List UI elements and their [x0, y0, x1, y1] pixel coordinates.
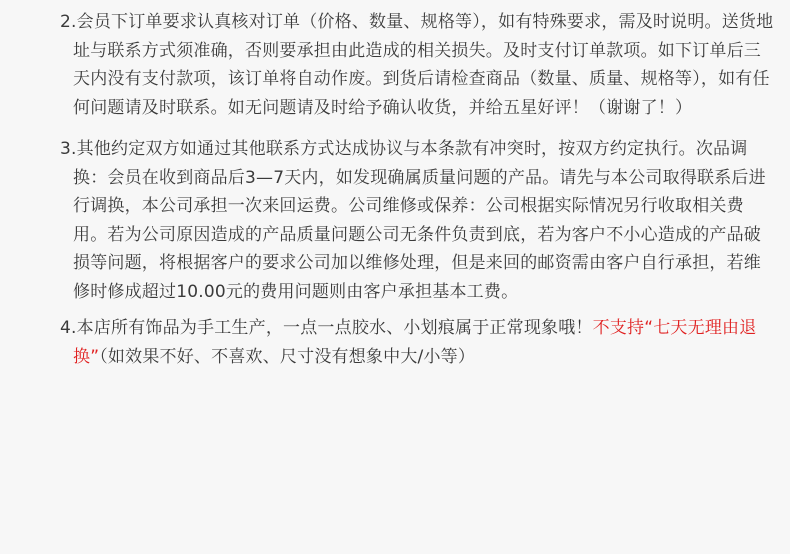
policy-item-4-examples: （如效果不好、不喜欢、尺寸没有想象中大/小等）	[99, 346, 476, 367]
policy-item-2: 2.会员下订单要求认真核对订单（价格、数量、规格等），如有特殊要求，需及时说明。送货地址与联系方式须准确，否则要承担由此造成的相关损失。及时支付订单款项。如下订单后三天内没有支付款项，该订单将自动作废。到货后请检查商品（数量、质量、规格等），如有任何问题请及时联系。如无问题请及时给予确认收货，并给五星好评！（谢谢了！）	[60, 12, 774, 118]
policy-item-4	[60, 314, 776, 371]
no-return-notice: 不支持“七天无理由退换”	[73, 318, 757, 367]
policy-item-4-text: 4.本店所有饰品为手工生产，一点一点胶水、小划痕属于正常现象哦！	[60, 318, 593, 338]
policy-item-3: 3.其他约定双方如通过其他联系方式达成协议与本条款有冲突时，按双方约定执行。次品调换：会员在收到商品后3—7天内，如发现确属质量问题的产品。请先与本公司取得联系后进行调换，本公司承担一次来回运费。公司维修或保养：公司根据实际情况另行收取相关费用。若为公司原因造成的产品质量问题公司无条件负责到底，若为客户不小心造成的产品破损等问题，将根据客户的要求公司加以维修处理，但是来回的邮资需由客户自行承担，若维修时修成超过10.00元的费用问题则由客户承担基本工费。	[60, 139, 766, 302]
